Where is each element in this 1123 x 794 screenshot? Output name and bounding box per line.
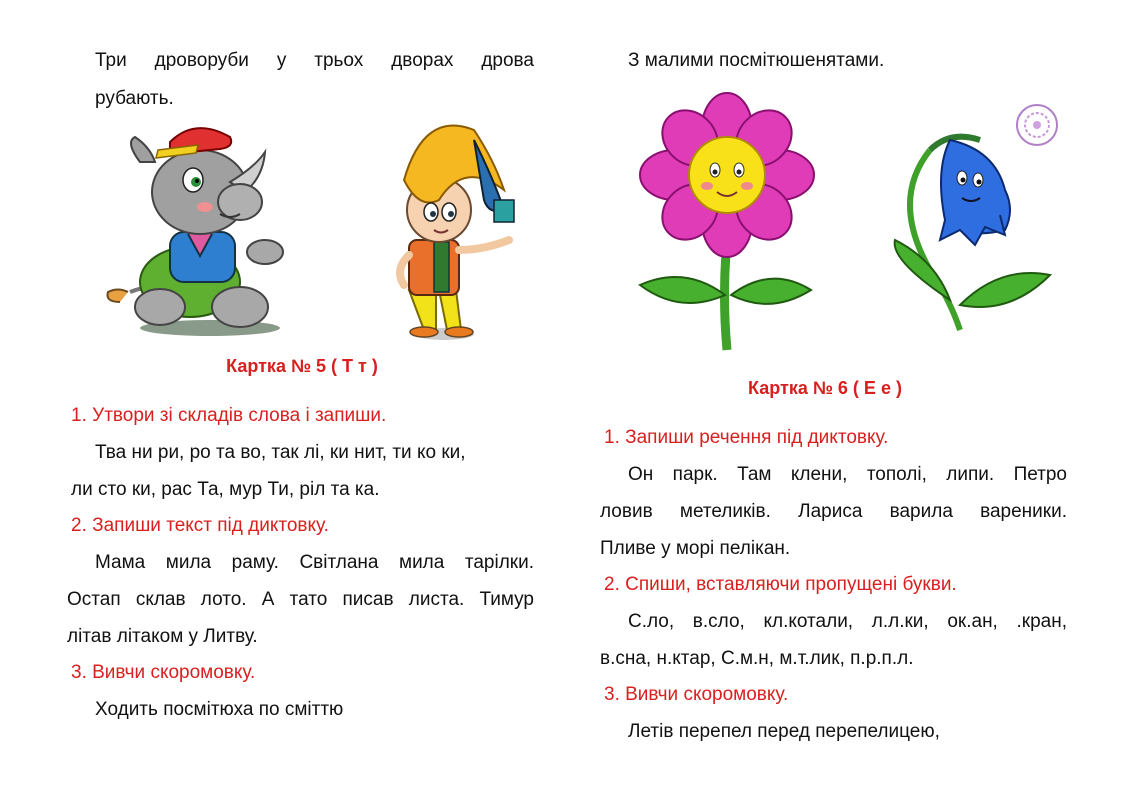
missing-letters-line-1: С.ло, в.сло, кл.котали, л.л.ки, ок.ан, .кран, — [628, 611, 1067, 632]
boy-cartoon-icon — [389, 120, 519, 345]
left-dictation-line-2: Остап склав лото. А тато писав листа. Тимур — [67, 589, 534, 610]
intro-line-1: Три дроворуби у трьох дворах дрова — [95, 50, 534, 71]
left-dictation-line-1: Мама мила раму. Світлана мила тарілки. — [95, 552, 534, 573]
right-task-3-label: 3. Вивчи скоромовку. — [604, 684, 789, 705]
left-dictation-line-3: літав літаком у Литву. — [67, 626, 258, 647]
right-dictation-line-1: Он парк. Там клени, тополі, липи. Петро — [628, 464, 1067, 485]
card-6-title: Картка № 6 ( Е е ) — [748, 378, 902, 398]
right-task-1-label: 1. Запиши речення під диктовку. — [604, 427, 889, 448]
pink-flower-icon — [635, 90, 815, 355]
right-task-2-label: 2. Спиши, вставляючи пропущені букви. — [604, 574, 957, 595]
card-5-title: Картка № 5 ( Т т ) — [226, 356, 378, 376]
rhino-cartoon-icon — [100, 122, 300, 342]
bluebell-flower-icon — [890, 120, 1055, 335]
left-task-3-label: 3. Вивчи скоромовку. — [71, 662, 256, 683]
right-intro-line: З малими посмітюшенятами. — [628, 50, 885, 71]
left-task-2-label: 2. Запиши текст під диктовку. — [71, 515, 329, 536]
stamp-icon — [1014, 102, 1060, 148]
right-dictation-line-3: Пливе у морі пелікан. — [600, 538, 791, 559]
intro-line-2: рубають. — [95, 88, 174, 109]
syllables-line-1: Тва ни ри, ро та во, так лі, ки нит, ти ко ки, — [95, 442, 466, 463]
syllables-line-2: ли сто ки, рас Та, мур Ти, ріл та ка. — [71, 479, 380, 500]
right-tongue-twister-line: Летів перепел перед перепелицею, — [628, 721, 940, 742]
left-tongue-twister-line: Ходить посмітюха по сміттю — [95, 699, 344, 720]
left-task-1-label: 1. Утвори зі складів слова і запиши. — [71, 405, 387, 426]
missing-letters-line-2: в.сна, н.ктар, С.м.н, м.т.лик, п.р.п.л. — [600, 648, 914, 669]
right-dictation-line-2: ловив метеликів. Лариса варила вареники. — [600, 501, 1067, 522]
